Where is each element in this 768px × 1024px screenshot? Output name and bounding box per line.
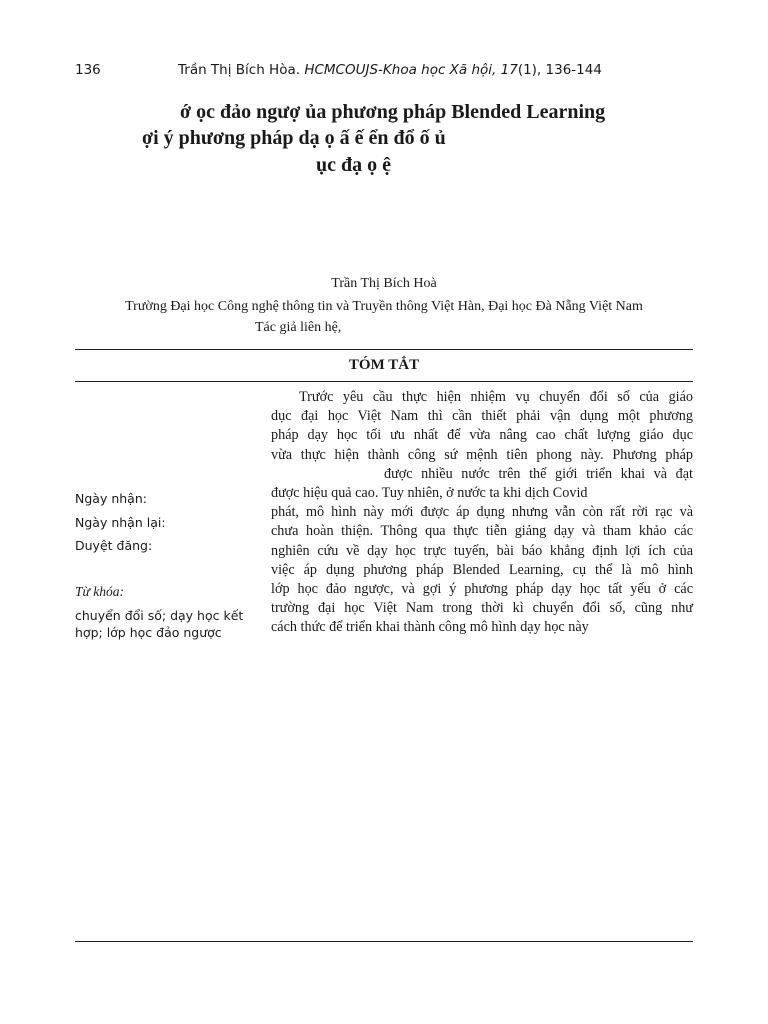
abstract-line: cách thức để triển khai thành công mô hình dạy học này bbox=[271, 619, 589, 636]
abstract-line: phát, mô hình này mới được áp dụng nhưng vẫn còn rất rời rạc và bbox=[271, 504, 693, 521]
author-name: Trần Thị Bích Hoà bbox=[331, 276, 437, 291]
running-header bbox=[178, 62, 602, 78]
rule-top bbox=[75, 349, 693, 350]
received-date-label: Ngày nhận: bbox=[75, 491, 147, 506]
page-number: 136 bbox=[75, 62, 101, 78]
author-affiliation: Trường Đại học Công nghệ thông tin và Truyền thông Việt Hàn, Đại học Đà Nẵng Việt Nam bbox=[125, 299, 643, 314]
abstract-line: trường đại học Việt Nam trong thời kì chuyển đổi số, cũng như bbox=[271, 600, 693, 617]
abstract-line: việc áp dụng phương pháp Blended Learning, cụ thể là mô hình bbox=[271, 561, 693, 578]
abstract-line: pháp dạy học tối ưu nhất để vừa nâng cao chất lượng giáo dục bbox=[271, 427, 693, 444]
abstract-line: nghiên cứu về dạy học trực tuyến, bài báo khẳng định lợi ích của bbox=[271, 542, 693, 559]
article-title-line-1: ớ ọc đảo ngượ ủa phương pháp Blended Learning bbox=[180, 101, 606, 123]
header-author: Trần Thị Bích Hòa. bbox=[178, 62, 305, 78]
header-issue-pages: (1), 136-144 bbox=[517, 62, 602, 78]
abstract-line: được nhiều nước trên thế giới triển khai và đạt bbox=[384, 465, 693, 482]
revised-date-label: Ngày nhận lại: bbox=[75, 515, 166, 530]
abstract-line: chưa hoàn thiện. Thông qua thực tiễn giảng dạy và tham khảo các bbox=[271, 523, 693, 540]
rule-middle bbox=[75, 381, 693, 382]
contact-author: Tác giả liên hệ, bbox=[255, 320, 342, 335]
abstract-line: vừa thực hiện thành công sứ mệnh tiên phong này. Phương pháp bbox=[271, 446, 693, 463]
header-journal: HCMCOUJS-Khoa học Xã hội, 17 bbox=[304, 62, 518, 78]
abstract-body bbox=[271, 388, 693, 638]
keywords-text: chuyển đổi số; dạy học kết hợp; lớp học đảo ngược bbox=[75, 608, 244, 640]
abstract-line: được hiệu quả cao. Tuy nhiên, ở nước ta khi dịch Covid bbox=[271, 485, 588, 502]
keywords-label: Từ khóa: bbox=[75, 584, 124, 599]
abstract-line: dục đại học Việt Nam thì cần thiết phải vận dụng một phương bbox=[271, 408, 693, 425]
accepted-date-label: Duyệt đăng: bbox=[75, 538, 153, 553]
article-title-line-3: ục đạ ọ ệ bbox=[316, 154, 391, 176]
abstract-line: lớp học đảo ngược, và gợi ý phương pháp dạy học tất yếu ở các bbox=[271, 581, 693, 598]
rule-bottom bbox=[75, 941, 693, 942]
abstract-heading: TÓM TẮT bbox=[348, 357, 420, 373]
article-title-line-2: ợi ý phương pháp dạ ọ ấ ế ển đổ ố ủ bbox=[142, 127, 446, 149]
abstract-line: Trước yêu cầu thực hiện nhiệm vụ chuyển đổi số của giáo bbox=[299, 389, 693, 405]
